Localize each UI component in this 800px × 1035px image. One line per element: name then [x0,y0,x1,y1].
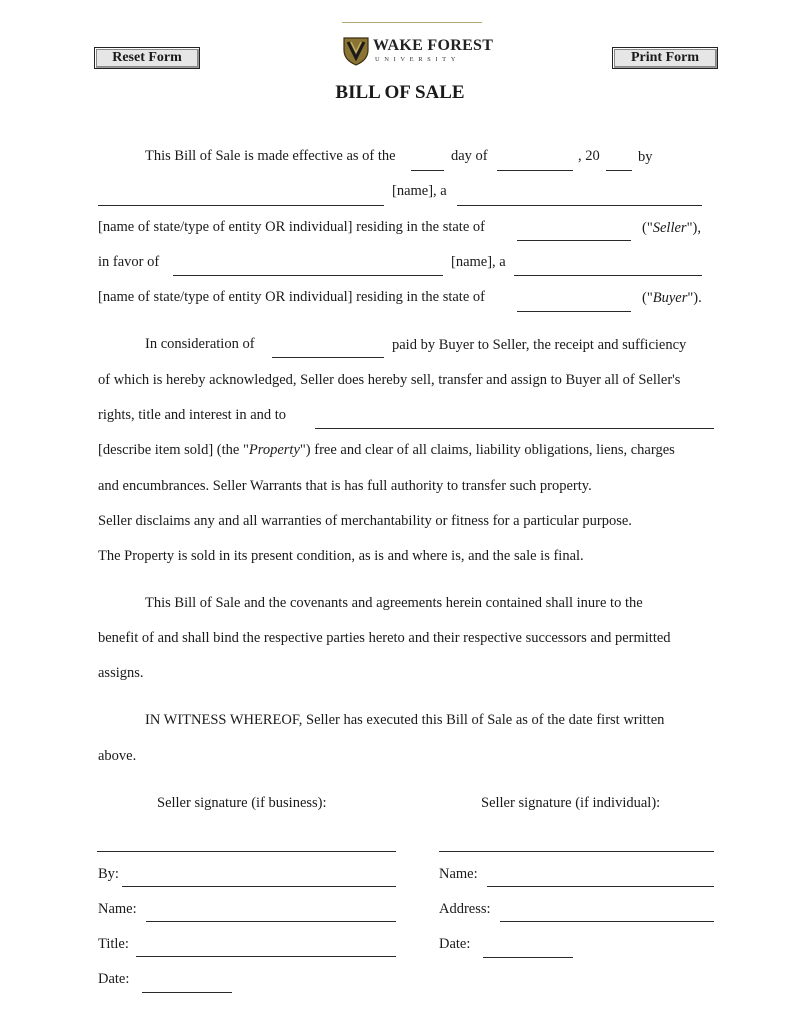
covenants-text: assigns. [98,665,144,681]
business-date-field[interactable] [142,992,232,993]
logo-subtitle: UNIVERSITY [375,56,460,63]
buyer-entity-field[interactable] [514,275,702,276]
print-form-button[interactable]: Print Form [612,47,718,69]
year-field[interactable] [606,170,632,171]
buyer-name-field[interactable] [173,275,443,276]
consideration-text: rights, title and interest in and to [98,407,287,423]
intro-text: [name], a [451,254,506,270]
consideration-text: of which is hereby acknowledged, Seller does hereby sell, transfer and assign to Buyer all of Seller's [98,372,681,388]
witness-text: above. [98,748,137,764]
intro-text: in favor of [98,254,160,270]
intro-text: by [638,149,653,165]
business-signature-field[interactable] [97,851,396,852]
individual-signature-label: Seller signature (if individual): [481,795,661,811]
buyer-definition: ("Buyer"). [642,290,702,306]
intro-text: [name], a [392,183,447,199]
intro-text: day of [451,148,488,164]
intro-text: [name of state/type of entity OR individual] residing in the state of [98,289,485,305]
covenants-text: This Bill of Sale and the covenants and agreements herein contained shall inure to the [145,595,643,611]
name-label-right: Name: [439,866,478,882]
seller-definition: ("Seller"), [642,220,701,236]
logo-name: WAKE FOREST [373,37,494,54]
covenants-text: benefit of and shall bind the respective parties hereto and their respective successors and permitted [98,630,671,646]
by-field[interactable] [122,886,396,887]
name-label-left: Name: [98,901,137,917]
consideration-text: The Property is sold in its present condition, as is and where is, and the sale is final. [98,548,584,564]
buyer-state-field[interactable] [517,311,631,312]
reset-form-button[interactable]: Reset Form [94,47,200,69]
individual-signature-field[interactable] [439,851,714,852]
seller-state-field[interactable] [517,240,631,241]
business-name-field[interactable] [146,921,396,922]
intro-text: [name of state/type of entity OR individual] residing in the state of [98,219,485,235]
consideration-text: paid by Buyer to Seller, the receipt and sufficiency [392,337,687,353]
consideration-amount-field[interactable] [272,357,384,358]
consideration-text: and encumbrances. Seller Warrants that is has full authority to transfer such property. [98,478,592,494]
witness-text: IN WITNESS WHEREOF, Seller has executed this Bill of Sale as of the date first written [145,712,665,728]
month-field[interactable] [497,170,573,171]
item-description-field[interactable] [315,428,714,429]
consideration-text: In consideration of [145,336,255,352]
address-label: Address: [439,901,491,917]
individual-name-field[interactable] [487,886,714,887]
seller-name-field[interactable] [98,205,384,206]
date-label-right: Date: [439,936,471,952]
title-label: Title: [98,936,129,952]
intro-text: This Bill of Sale is made effective as of the [145,148,396,164]
individual-date-field[interactable] [483,957,573,958]
by-label: By: [98,866,119,882]
logo-top-rule [342,22,482,23]
title-field[interactable] [136,956,396,957]
address-field[interactable] [500,921,714,922]
consideration-text: Seller disclaims any and all warranties of merchantability or fitness for a particular purpose. [98,513,632,529]
page-title: BILL OF SALE [335,82,465,103]
consideration-text: [describe item sold] (the "Property") free and clear of all claims, liability obligations, liens, charges [98,442,675,458]
seller-entity-field[interactable] [457,205,702,206]
business-signature-label: Seller signature (if business): [157,795,327,811]
wake-forest-shield-icon [342,36,370,66]
intro-text: , 20 [578,148,600,164]
day-field[interactable] [411,170,444,171]
date-label-left: Date: [98,971,130,987]
